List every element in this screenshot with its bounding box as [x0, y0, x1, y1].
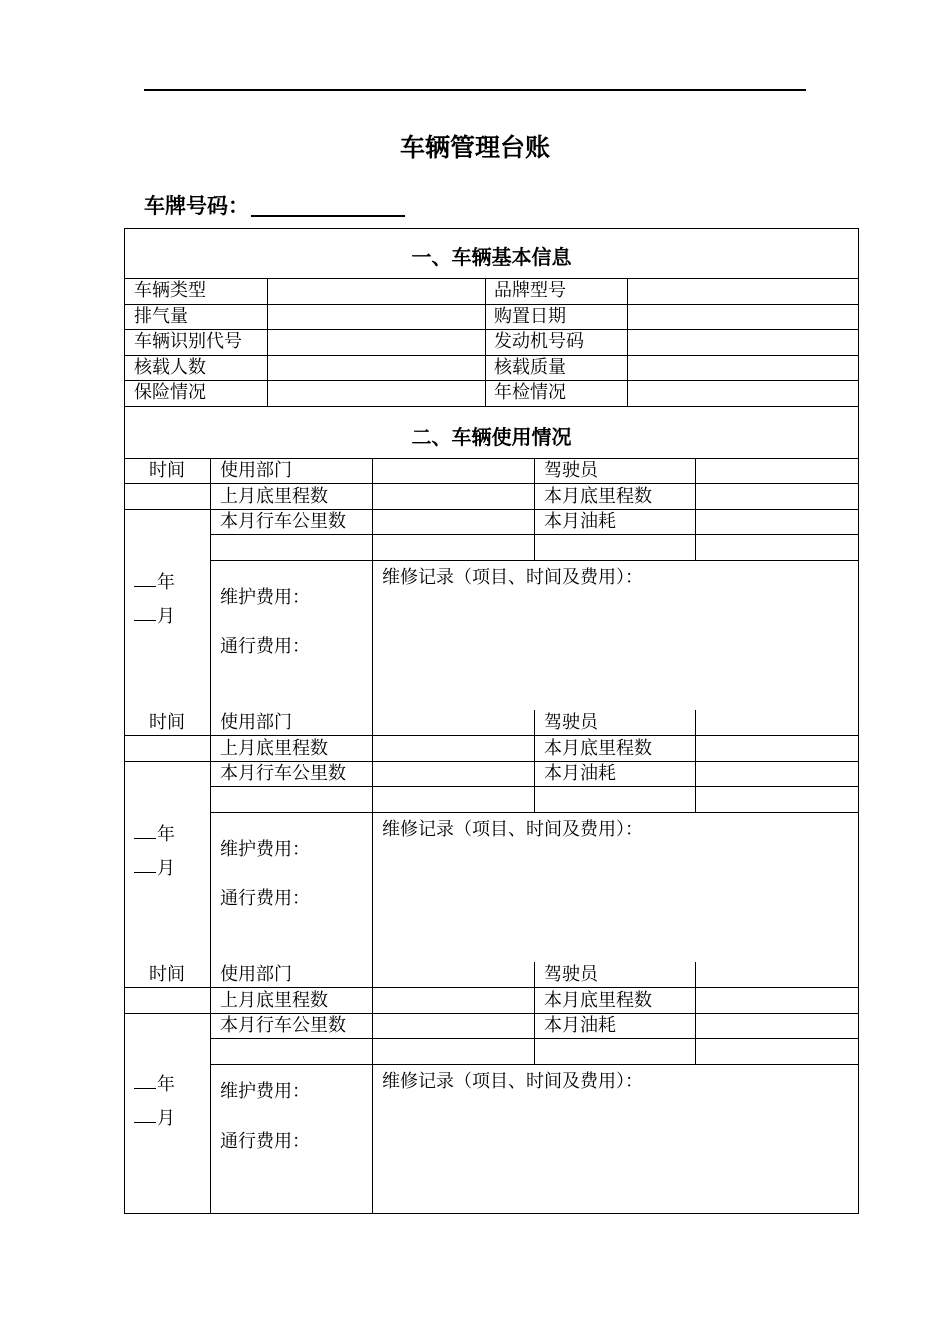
- plate-number-label: 车牌号码：: [144, 194, 249, 218]
- driver-label: 驾驶员: [544, 712, 598, 733]
- year-field: [134, 824, 175, 845]
- usage-row-rule: [210, 1064, 859, 1065]
- last-month-odometer-field[interactable]: [373, 988, 533, 1012]
- year-field: [134, 1074, 175, 1095]
- monthly-km-field[interactable]: [373, 1014, 533, 1038]
- driver-label: 驾驶员: [544, 460, 598, 481]
- month-blank[interactable]: [134, 606, 156, 621]
- usage-row-rule: [210, 812, 859, 813]
- toll-fee-label: 通行费用：: [220, 888, 310, 909]
- year-blank[interactable]: [134, 1074, 156, 1089]
- section-usage-heading: 二、车辆使用情况: [411, 425, 572, 449]
- form-border-bottom: [124, 1213, 859, 1214]
- year-label: 年: [157, 824, 175, 845]
- basic-info-value-field[interactable]: [268, 330, 484, 354]
- monthly-km-field[interactable]: [373, 510, 533, 534]
- last-month-odometer-field[interactable]: [373, 736, 533, 760]
- month-field: [134, 858, 175, 879]
- monthly-km-field[interactable]: [373, 762, 533, 786]
- usage-col-rule: [534, 962, 535, 1064]
- this-month-odometer-field[interactable]: [696, 736, 858, 760]
- plate-number-field: [144, 190, 405, 220]
- form-border-top: [124, 228, 859, 229]
- year-field: [134, 572, 175, 593]
- toll-fee-label: 通行费用：: [220, 636, 310, 657]
- usage-row-rule: [210, 560, 859, 561]
- department-label: 使用部门: [220, 964, 292, 985]
- maintenance-fee-label: 维护费用：: [220, 839, 310, 860]
- plate-number-blank[interactable]: [251, 193, 405, 217]
- basic-info-value-field[interactable]: [628, 279, 858, 303]
- repair-record-field[interactable]: [373, 842, 858, 960]
- month-field: [134, 1108, 175, 1129]
- year-blank[interactable]: [134, 572, 156, 587]
- usage-col-rule: [534, 458, 535, 560]
- driver-value-field[interactable]: [696, 711, 858, 735]
- this-month-odometer-label: 本月底里程数: [544, 486, 652, 507]
- last-month-odometer-label: 上月底里程数: [220, 990, 328, 1011]
- basic-info-label: 保险情况: [134, 382, 206, 403]
- department-label: 使用部门: [220, 712, 292, 733]
- maintenance-fee-label: 维护费用：: [220, 587, 310, 608]
- last-month-odometer-label: 上月底里程数: [220, 486, 328, 507]
- repair-record-label: 维修记录（项目、时间及费用）：: [382, 1071, 643, 1092]
- repair-record-label: 维修记录（项目、时间及费用）：: [382, 567, 643, 588]
- department-label: 使用部门: [220, 460, 292, 481]
- header-rule: [144, 89, 806, 91]
- this-month-odometer-label: 本月底里程数: [544, 738, 652, 759]
- basic-info-value-field[interactable]: [628, 305, 858, 329]
- monthly-fuel-label: 本月油耗: [544, 763, 616, 784]
- year-blank[interactable]: [134, 824, 156, 839]
- usage-col-rule: [534, 710, 535, 812]
- last-month-odometer-label: 上月底里程数: [220, 738, 328, 759]
- basic-info-value-field[interactable]: [268, 356, 484, 380]
- monthly-fuel-field[interactable]: [696, 510, 858, 534]
- monthly-fuel-field[interactable]: [696, 1014, 858, 1038]
- monthly-km-label: 本月行车公里数: [220, 763, 346, 784]
- monthly-km-label: 本月行车公里数: [220, 1015, 346, 1036]
- department-value-field[interactable]: [373, 963, 533, 987]
- repair-record-field[interactable]: [373, 590, 858, 708]
- basic-info-value-field[interactable]: [268, 279, 484, 303]
- section-basic-info-heading: 一、车辆基本信息: [411, 245, 572, 269]
- section1-col-rule: [485, 278, 486, 406]
- repair-record-field[interactable]: [373, 1094, 858, 1211]
- usage-col-rule: [210, 710, 211, 962]
- basic-info-value-field[interactable]: [268, 305, 484, 329]
- basic-info-label: 发动机号码: [494, 331, 584, 352]
- basic-info-value-field[interactable]: [268, 381, 484, 405]
- this-month-odometer-field[interactable]: [696, 988, 858, 1012]
- basic-info-label: 车辆识别代号: [134, 331, 242, 352]
- driver-value-field[interactable]: [696, 963, 858, 987]
- basic-info-value-field[interactable]: [628, 381, 858, 405]
- department-value-field[interactable]: [373, 711, 533, 735]
- monthly-fuel-label: 本月油耗: [544, 1015, 616, 1036]
- month-field: [134, 606, 175, 627]
- maintenance-fee-label: 维护费用：: [220, 1081, 310, 1102]
- usage-col-rule: [210, 458, 211, 710]
- basic-info-label: 购置日期: [494, 306, 566, 327]
- this-month-odometer-label: 本月底里程数: [544, 990, 652, 1011]
- year-label: 年: [157, 1074, 175, 1095]
- section1-row-rule: [124, 406, 859, 407]
- form-border-right: [858, 228, 859, 1214]
- basic-info-value-field[interactable]: [628, 330, 858, 354]
- month-blank[interactable]: [134, 858, 156, 873]
- month-label: 月: [157, 858, 175, 879]
- basic-info-label: 年检情况: [494, 382, 566, 403]
- department-value-field[interactable]: [373, 459, 533, 483]
- year-label: 年: [157, 572, 175, 593]
- last-month-odometer-field[interactable]: [373, 484, 533, 508]
- page-title: 车辆管理台账: [399, 133, 550, 162]
- usage-col-rule: [210, 962, 211, 1213]
- monthly-fuel-field[interactable]: [696, 762, 858, 786]
- this-month-odometer-field[interactable]: [696, 484, 858, 508]
- time-label: 时间: [149, 460, 185, 481]
- time-label: 时间: [149, 712, 185, 733]
- basic-info-value-field[interactable]: [628, 356, 858, 380]
- basic-info-label: 核载质量: [494, 357, 566, 378]
- repair-record-label: 维修记录（项目、时间及费用）：: [382, 819, 643, 840]
- basic-info-label: 排气量: [134, 306, 188, 327]
- basic-info-label: 品牌型号: [494, 280, 566, 301]
- month-label: 月: [157, 1108, 175, 1129]
- monthly-fuel-label: 本月油耗: [544, 511, 616, 532]
- basic-info-label: 核载人数: [134, 357, 206, 378]
- basic-info-label: 车辆类型: [134, 280, 206, 301]
- month-blank[interactable]: [134, 1108, 156, 1123]
- monthly-km-label: 本月行车公里数: [220, 511, 346, 532]
- vehicle-ledger-form: [124, 228, 859, 1214]
- driver-value-field[interactable]: [696, 459, 858, 483]
- month-label: 月: [157, 606, 175, 627]
- driver-label: 驾驶员: [544, 964, 598, 985]
- toll-fee-label: 通行费用：: [220, 1131, 310, 1152]
- time-label: 时间: [149, 964, 185, 985]
